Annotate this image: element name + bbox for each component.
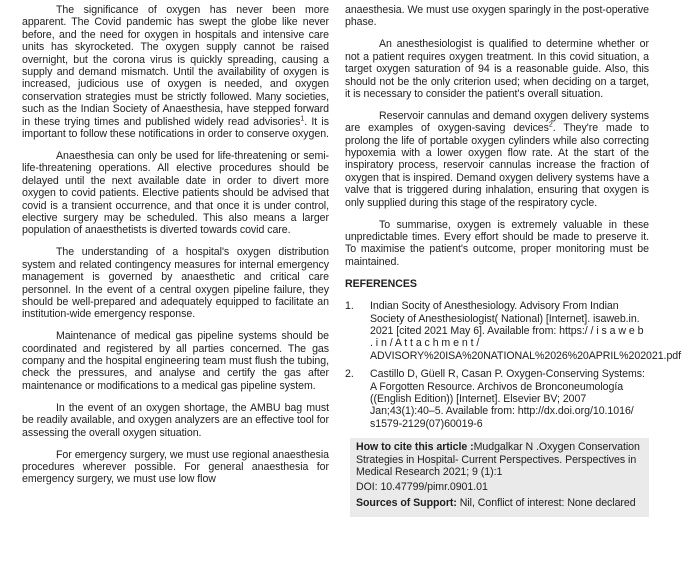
paragraph-distribution-system: The understanding of a hospital's oxygen distribution system and related contingency measures for internal emergency management is governed by anaesthetic and critical care personnel. In the event of a central oxygen pipeline failure, they should be well-prepared and adequately equipped to facilitate an institution-wide emergency response. (22, 246, 329, 321)
references-list (345, 300, 682, 430)
reference-item (345, 300, 682, 362)
paragraph-oxygen-shortage: In the event of an oxygen shortage, the AMBU bag must be readily available, and oxygen analyzers are an effective tool for assessing the overall oxygen situation. (22, 401, 329, 439)
paragraph-pipeline-maintenance: Maintenance of medical gas pipeline systems should be coordinated and registered by all parties concerned. The gas company and the hospital engineering team must flush the tubing, check the pressures, and analyse and certify the gas after maintenance or modifications to a medical gas pipeline system. (22, 330, 329, 392)
how-to-cite-text: Mudgalkar N .Oxygen Conservation Strategies in Hospital- Current Perspectives. Perspectives in Medical Research 2021; 9 (1):1 (356, 441, 640, 478)
right-column (345, 4, 682, 517)
paragraph-oxygen-significance: The significance of oxygen has never been more apparent. The Covid pandemic has swept the globe like never before, and the need for oxygen in hospitals and intensive care units has skyrocketed. The oxygen supply cannot be raised overnight, but the corona virus is quickly spreading, causing a supply and demand mismatch. Until the availability of oxygen is increased, judicious use of oxygen is needed, and oxygen conservation strategies must be strictly followed. Many societies, such as the Indian Society of Anaesthesia, have stepped forward in these trying times and published widely read advisories$^1$. It is important to follow these notifications in order to conserve oxygen. (22, 4, 329, 141)
paragraph-reservoir-cannulas: Reservoir cannulas and demand oxygen delivery systems are examples of oxygen-saving devices$^2$. They're made to prolong the life of portable oxygen cylinders while also correcting hypoxemia with a lower oxygen flow rate. At the start of the inspiratory process, reservoir cannulas increase the fraction of oxygen that is inspired. Demand oxygen delivery systems have a valve that is triggered during inhalation, ensuring that oxygen is only supplied during this stage of the respiratory cycle. (345, 109, 650, 209)
paragraph-emergency-surgery: For emergency surgery, we must use regional anaesthesia procedures wherever possible. For general anaesthesia for emergency surgery, we must use low flow (22, 448, 329, 486)
sources-of-support (356, 497, 643, 509)
reference-number: 1. (345, 300, 354, 313)
how-to-cite-label: How to cite this article : (356, 441, 474, 454)
left-column (22, 4, 329, 495)
sources-of-support-label: Sources of Support: (356, 496, 457, 509)
paragraph-summary: To summarise, oxygen is extremely valuable in these unpredictable times. Every effort should be made to preserve it. To maximise the patient's outcome, proper monitoring must be maintained. (345, 218, 649, 268)
doi: DOI: 10.47799/pimr.0901.01 (356, 481, 488, 494)
citation-box (350, 438, 649, 517)
reference-number: 2. (345, 368, 354, 381)
paragraph-anaesthesia-use: Anaesthesia can only be used for life-threatening or semi-life-threatening operations. All elective procedures should be delayed until the next available date in order to divert more oxygen to covid patients. Elective patients should be advised that covid is a transient occurrence, and that once it is under control, elective surgery may be scheduled. This also means a larger population of anaesthetists is diverted towards covid care. (22, 149, 329, 237)
references-heading: REFERENCES (345, 277, 417, 290)
how-to-cite (356, 441, 643, 478)
reference-text: Indian Socity of Anesthesiology. Advisory From Indian Society of Anesthesiologist( National) [Internet]. isaweb.in. 2021 [cited 2021 May 6]. Available from: https:/ / i s a w e b . i n / A t t a c h m e n t / ADVISORY%20ISA%20NATIONAL%2026%20APRIL%202021.pdf (370, 300, 682, 362)
sources-of-support-text: Nil, Conflict of interest: None declared (456, 496, 636, 509)
paragraph-continuation: anaesthesia. We must use oxygen sparingly in the post-operative phase. (345, 4, 649, 29)
paragraph-anesthesiologist: An anesthesiologist is qualified to determine whether or not a patient requires oxygen treatment. In this covid situation, a target oxygen saturation of 94 is a reasonable guide. Also, this should not be the only criterion used; when deciding on a target, it is necessary to consider the patient's overall situation. (345, 38, 649, 100)
reference-text: Castillo D, Güell R, Casan P. Oxygen-Conserving Systems: A Forgotten Resource. Archivos de Bronconeumología ((English Edition)) [Internet]. Elsevier BV; 2007 Jan;43(1):40–5. Available from: http://dx.doi.org/10.1016/ s1579-2129(07)60019-6 (370, 368, 645, 430)
reference-item (345, 368, 649, 430)
